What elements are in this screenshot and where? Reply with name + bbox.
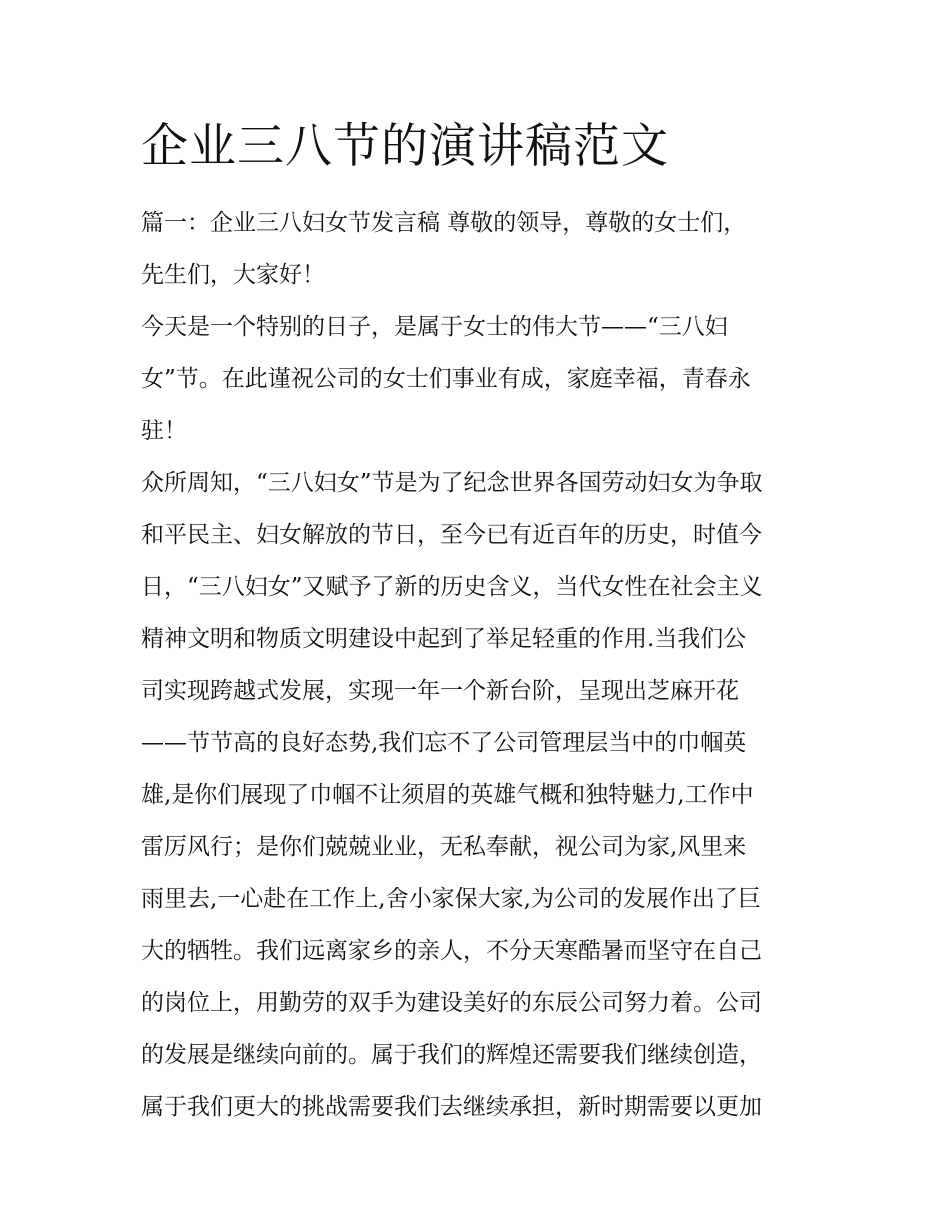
body-line-10: 司实现跨越式发展，实现一年一个新台阶，呈现出芝麻开花: [141, 678, 739, 704]
body-line-15: 大的牺牲。我们远离家乡的亲人，不分天寒酷暑而坚守在自己: [141, 938, 762, 964]
document-title: 企业三八节的演讲稿范文: [141, 119, 669, 174]
body-line-11: ——节节高的良好态势,我们忘不了公司管理层当中的巾帼英: [141, 730, 747, 756]
body-line-2: 先生们，大家好！: [141, 262, 325, 288]
body-line-12: 雄,是你们展现了巾帼不让须眉的英雄气概和独特魅力,工作中: [141, 782, 754, 808]
body-line-13: 雷厉风行；是你们兢兢业业，无私奉献，视公司为家,风里来: [141, 834, 747, 860]
body-line-14: 雨里去,一心赴在工作上,舍小家保大家,为公司的发展作出了巨: [141, 886, 761, 912]
body-line-7: 和平民主、妇女解放的节日，至今已有近百年的历史，时值今: [141, 522, 762, 548]
body-line-8: 日，“三八妇女”又赋予了新的历史含义，当代女性在社会主义: [141, 574, 763, 600]
body-line-3: 今天是一个特别的日子，是属于女士的伟大节——“三八妇: [141, 314, 728, 340]
body-line-6: 众所周知，“三八妇女”节是为了纪念世界各国劳动妇女为争取: [141, 470, 763, 496]
body-line-5: 驻！: [141, 418, 187, 444]
body-line-16: 的岗位上，用勤劳的双手为建设美好的东辰公司努力着。公司: [141, 990, 762, 1016]
body-line-1: 篇一：企业三八妇女节发言稿 尊敬的领导，尊敬的女士们，: [141, 210, 747, 236]
body-line-18: 属于我们更大的挑战需要我们去继续承担，新时期需要以更加: [141, 1094, 762, 1120]
body-line-9: 精神文明和物质文明建设中起到了举足轻重的作用.当我们公: [141, 626, 747, 652]
body-line-17: 的发展是继续向前的。属于我们的辉煌还需要我们继续创造，: [141, 1042, 762, 1068]
body-line-4: 女”节。在此谨祝公司的女士们事业有成，家庭幸福，青春永: [141, 366, 751, 392]
